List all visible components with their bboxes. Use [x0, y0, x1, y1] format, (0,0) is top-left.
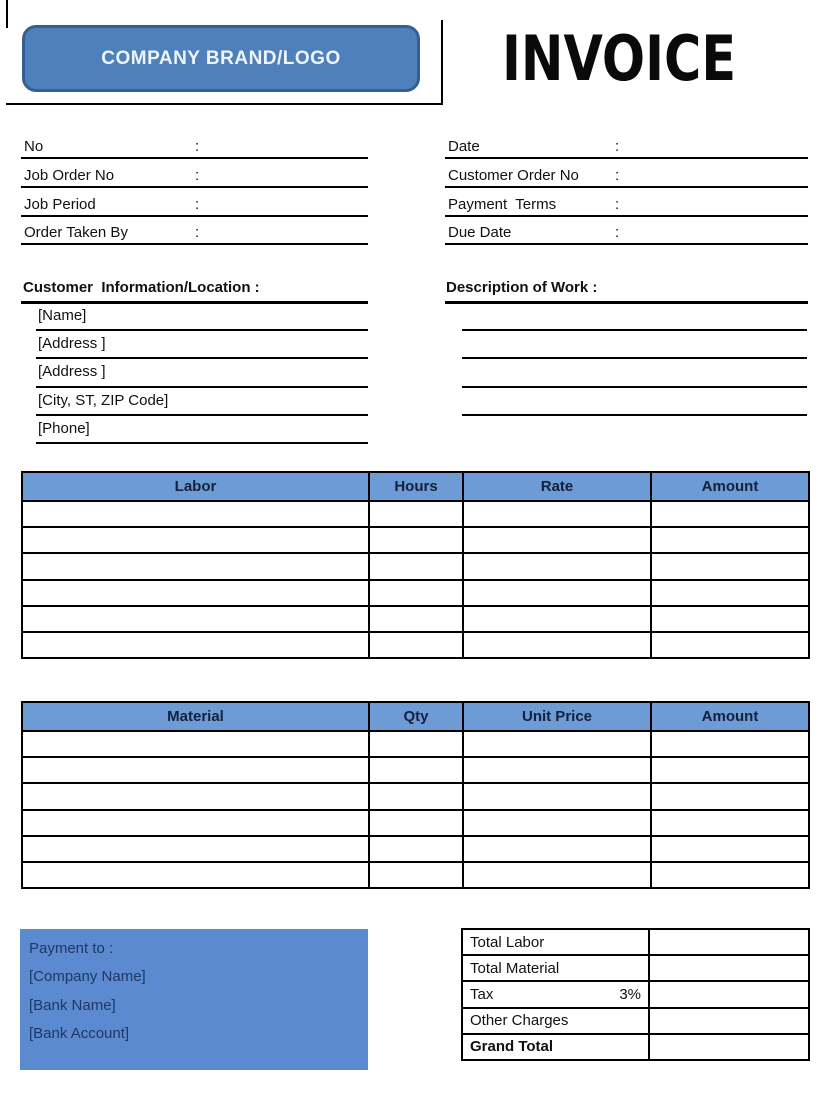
field-input-line[interactable] — [207, 137, 368, 157]
field-row — [445, 223, 808, 245]
field-colon: : — [195, 224, 200, 241]
material-table-cell[interactable] — [463, 836, 651, 862]
labor-table-header-cell: Labor — [22, 472, 369, 501]
field-label: Due Date — [448, 224, 512, 241]
material-table-cell[interactable] — [369, 783, 463, 809]
totals-value-cell[interactable] — [649, 955, 809, 981]
totals-label: Tax — [470, 985, 494, 1003]
material-table-cell[interactable] — [369, 731, 463, 757]
customer-info-line[interactable]: [Address ] — [36, 359, 368, 387]
field-input-line[interactable] — [627, 137, 808, 157]
customer-info-lines — [36, 303, 368, 444]
material-table-cell[interactable] — [369, 757, 463, 783]
material-table-cell[interactable] — [369, 836, 463, 862]
totals-label: Other Charges — [470, 1012, 569, 1030]
payment-line: [Bank Name] — [29, 996, 116, 1014]
totals-label: Total Labor — [470, 933, 545, 951]
company-logo-button — [22, 25, 420, 92]
field-row — [445, 166, 808, 188]
labor-table-cell[interactable] — [22, 606, 369, 632]
field-row — [445, 195, 808, 217]
labor-table-header-cell: Hours — [369, 472, 463, 501]
customer-info-line[interactable]: [City, ST, ZIP Code] — [36, 388, 368, 416]
material-table-header-cell: Unit Price — [463, 702, 651, 731]
field-label: Payment Terms — [448, 196, 557, 213]
material-table-cell[interactable] — [463, 783, 651, 809]
totals-label-cell — [462, 1008, 649, 1034]
labor-table-cell[interactable] — [463, 501, 651, 527]
material-table-row — [22, 836, 809, 862]
company-logo-label: COMPANY BRAND/LOGO — [101, 47, 341, 69]
field-colon: : — [195, 167, 200, 184]
material-table-row — [22, 757, 809, 783]
totals-label-cell — [462, 981, 649, 1007]
field-input-line[interactable] — [207, 223, 368, 243]
labor-table-row — [22, 553, 809, 579]
labor-table-cell[interactable] — [651, 501, 809, 527]
field-colon: : — [615, 224, 620, 241]
payment-line: [Bank Account] — [29, 1024, 130, 1042]
field-colon: : — [615, 167, 620, 184]
material-table — [21, 701, 810, 889]
totals-label-cell — [462, 1034, 649, 1060]
invoice-title: INVOICE — [502, 22, 737, 95]
field-row — [21, 223, 368, 245]
labor-table-row — [22, 580, 809, 606]
labor-table-cell[interactable] — [463, 527, 651, 553]
material-table-cell[interactable] — [22, 810, 369, 836]
work-blank-line[interactable] — [462, 303, 807, 331]
material-table-cell[interactable] — [369, 810, 463, 836]
material-table-cell[interactable] — [651, 731, 809, 757]
totals-value-cell[interactable] — [649, 1034, 809, 1060]
material-table-cell[interactable] — [22, 783, 369, 809]
labor-table-cell[interactable] — [463, 553, 651, 579]
labor-table-cell[interactable] — [369, 632, 463, 658]
logo-frame-right-line — [441, 20, 443, 105]
totals-extra: 3% — [619, 985, 641, 1003]
labor-table-cell[interactable] — [651, 606, 809, 632]
totals-row — [462, 1008, 809, 1034]
material-table-cell[interactable] — [463, 810, 651, 836]
labor-table-cell[interactable] — [22, 632, 369, 658]
field-input-line[interactable] — [627, 166, 808, 186]
field-colon: : — [615, 138, 620, 155]
labor-table-row — [22, 501, 809, 527]
material-table-row — [22, 731, 809, 757]
totals-row — [462, 929, 809, 955]
labor-table-cell[interactable] — [22, 553, 369, 579]
material-table-cell[interactable] — [369, 862, 463, 888]
work-blank-line[interactable] — [462, 388, 807, 416]
material-table-row — [22, 783, 809, 809]
material-table-cell[interactable] — [463, 862, 651, 888]
customer-info-line[interactable]: [Name] — [36, 303, 368, 331]
customer-info-line[interactable]: [Phone] — [36, 416, 368, 444]
customer-info-heading: Customer Information/Location : — [23, 279, 260, 296]
labor-table-cell[interactable] — [369, 527, 463, 553]
material-table-cell[interactable] — [22, 836, 369, 862]
field-label: Job Period — [24, 196, 96, 213]
field-colon: : — [615, 196, 620, 213]
totals-row — [462, 1034, 809, 1060]
field-label: Order Taken By — [24, 224, 128, 241]
work-blank-line[interactable] — [462, 331, 807, 359]
logo-frame-bottom-line — [6, 103, 443, 105]
labor-table — [21, 471, 810, 659]
material-table-cell[interactable] — [651, 836, 809, 862]
corner-stub-line — [6, 0, 8, 28]
field-row — [21, 137, 368, 159]
labor-table-cell[interactable] — [463, 580, 651, 606]
material-table-header-cell: Amount — [651, 702, 809, 731]
labor-table-cell[interactable] — [369, 606, 463, 632]
labor-table-cell[interactable] — [463, 606, 651, 632]
labor-table-row — [22, 632, 809, 658]
field-input-line[interactable] — [207, 195, 368, 215]
totals-value-cell[interactable] — [649, 1008, 809, 1034]
material-table-cell[interactable] — [651, 783, 809, 809]
material-table-header-cell: Material — [22, 702, 369, 731]
field-colon: : — [195, 196, 200, 213]
labor-table-row — [22, 606, 809, 632]
totals-row — [462, 981, 809, 1007]
totals-label-cell — [462, 929, 649, 955]
customer-info-line[interactable]: [Address ] — [36, 331, 368, 359]
material-table-cell[interactable] — [463, 731, 651, 757]
totals-label-cell — [462, 955, 649, 981]
labor-table-cell[interactable] — [651, 527, 809, 553]
material-table-cell[interactable] — [651, 810, 809, 836]
totals-value-cell[interactable] — [649, 981, 809, 1007]
labor-table-cell[interactable] — [22, 501, 369, 527]
totals-value-cell[interactable] — [649, 929, 809, 955]
material-table-header-cell: Qty — [369, 702, 463, 731]
field-label: No — [24, 138, 44, 155]
material-table-cell[interactable] — [651, 757, 809, 783]
material-table-cell[interactable] — [22, 757, 369, 783]
material-table-cell[interactable] — [463, 757, 651, 783]
material-table-row — [22, 810, 809, 836]
payment-info-box — [20, 929, 368, 1070]
field-row — [21, 195, 368, 217]
labor-table-cell[interactable] — [463, 632, 651, 658]
labor-table-cell[interactable] — [22, 580, 369, 606]
labor-table-cell[interactable] — [651, 553, 809, 579]
work-blank-line[interactable] — [462, 359, 807, 387]
labor-table-header-cell: Amount — [651, 472, 809, 501]
labor-table-cell[interactable] — [651, 632, 809, 658]
field-row — [21, 166, 368, 188]
labor-table-cell[interactable] — [369, 553, 463, 579]
labor-table-cell[interactable] — [369, 580, 463, 606]
field-colon: : — [195, 138, 200, 155]
labor-table-header-cell: Rate — [463, 472, 651, 501]
material-table-row — [22, 862, 809, 888]
payment-line: [Company Name] — [29, 968, 146, 986]
material-table-cell[interactable] — [651, 862, 809, 888]
work-heading: Description of Work : — [446, 279, 598, 296]
totals-label: Grand Total — [470, 1038, 554, 1056]
totals-table — [461, 928, 810, 1061]
field-row — [445, 137, 808, 159]
labor-table-cell[interactable] — [369, 501, 463, 527]
payment-line: Payment to : — [29, 940, 114, 957]
field-label: Job Order No — [24, 167, 115, 184]
labor-table-cell[interactable] — [22, 527, 369, 553]
labor-table-cell[interactable] — [651, 580, 809, 606]
totals-row — [462, 955, 809, 981]
material-table-cell[interactable] — [22, 862, 369, 888]
material-table-cell[interactable] — [22, 731, 369, 757]
field-input-line[interactable] — [627, 195, 808, 215]
labor-table-row — [22, 527, 809, 553]
totals-label: Total Material — [470, 959, 560, 977]
field-input-line[interactable] — [207, 166, 368, 186]
field-input-line[interactable] — [627, 223, 808, 243]
field-label: Customer Order No — [448, 167, 579, 184]
field-label: Date — [448, 138, 480, 155]
work-description-lines — [462, 303, 807, 416]
